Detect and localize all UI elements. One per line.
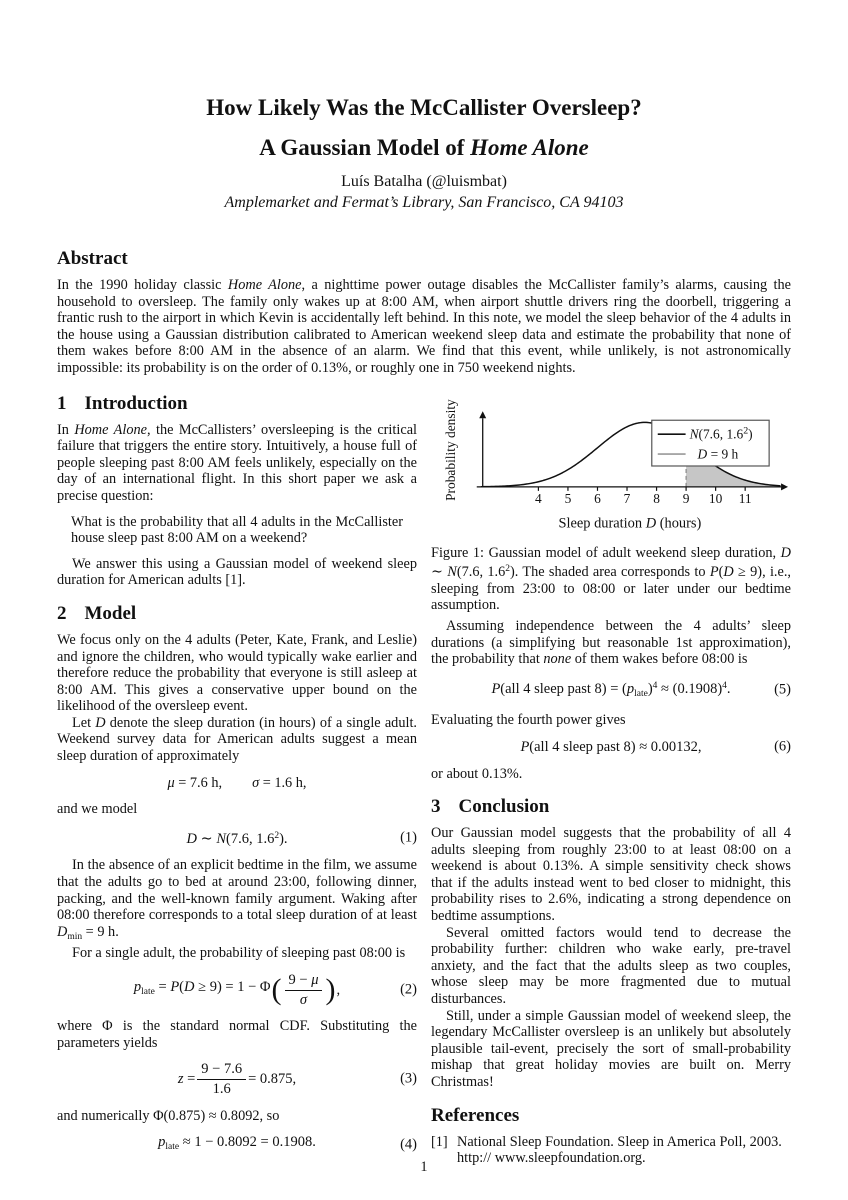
equation-2: $p_{late} = P(D \ge 9) = 1 - \Phi$ ( $\frac{9 - \mu}{\sigma}$ ) , (2) [133,972,417,1008]
equation-6: P(all 4 sleep past 8) ≈ 0.00132, (6) [520,738,791,755]
reference-url[interactable]: http:// www.sleepfoundation.org. [457,1150,646,1167]
results-paragraph-assume: Assuming independence between the 4 adults’ sleep durations (a simplifying but reasonable 1st approximation), the probability that none of them wakes before 08:00 is [431,617,791,668]
x-axis-ticks [535,486,752,505]
equation-number: (1) [400,829,417,846]
section-title: Model [84,602,137,624]
conclusion-paragraph-2: Several omitted factors would tend to decrease the probability further: children who wake early, pre-travel anxiety, and the fact that the adults sleep as two couples, whose sleep may be more fragmented due to mutual disturbances. [431,924,791,1008]
sleep-duration-chart [431,392,794,537]
equation-number: (4) [400,1136,417,1153]
section-2-heading [57,602,417,625]
svg-text:6: 6 [594,490,601,506]
conclusion-paragraph-3: Still, under a simple Gaussian model of weekend sleep, the legendary McCallister oversleep is an unlikely but absolutely plausible tail-event, precisely the sort of small-probability mishap that great holiday movies are built on. Merry Christmas! [431,1007,791,1090]
svg-text:8: 8 [653,490,660,506]
right-column [431,390,791,1167]
display-mu-sigma: μ = 7.6 h, σ = 1.6 h, [167,774,307,791]
svg-text:11: 11 [738,490,752,506]
figure-caption: Figure 1: Gaussian model of adult weekend sleep duration, D ∼ N(7.6, $1.6^2$). The shaded area corresponds to P(D ≥ 9), i.e., sleeping from 23:00 to 08:00 or later under our bedtime assumption. [431,544,791,614]
paper-title-line2: A Gaussian Model of Home Alone [259,135,589,160]
model-paragraph-numerically: and numerically Φ(0.875) ≈ 0.8092, so [57,1107,280,1124]
chart-legend [652,420,769,466]
svg-text:5: 5 [564,490,572,506]
section-title: Introduction [84,392,188,414]
intro-paragraph-1: In Home Alone, the McCallisters’ oversleeping is the critical failure that triggers the entire story. Intuitively, a house full of people sleeping past 8:00 AM feels unlikely, especially on the day of an international flight. In this short paper we ask a precise question: [57,421,418,504]
section-number: 1 [57,392,67,414]
section-number: 3 [431,796,441,818]
legend-label-threshold: D = 9 h [697,446,739,462]
model-paragraph-3: In the absence of an explicit bedtime in the film, we assume that the adults go to bed at around 23:00, following dinner, packing, and the well-known family argument. Waking after 08:00 therefore corresponds to a total sleep duration of at least $D_{min} = 9$ h. [57,857,417,942]
conclusion-paragraph-1: Our Gaussian model suggests that the probability of all 4 adults sleeping from roughly 23:00 to at least 08:00 on a weekend is about 0.13%. A simple sensitivity check shows that if the adults instead went to bed closer to midnight, this probability rises to 2.6%, indicating a strong dependence on bedtime assumptions. [431,825,791,925]
model-paragraph-and-we-model: and we model [57,801,138,818]
x-axis-label: Sleep duration D (hours) [558,515,702,532]
paper-title-line1: How Likely Was the McCallister Oversleep? [206,95,642,120]
equation-3: z = $\frac{9 - 7.6}{1.6}$ = 0.875, (3) [177,1061,417,1097]
affiliation: Amplemarket and Fermat’s Library, San Francisco, CA 94103 [224,194,624,211]
results-paragraph-orabout: or about 0.13%. [431,765,523,782]
svg-text:9: 9 [682,490,690,506]
equation-5: P(all 4 sleep past $8) = (p_{late})^4 \approx (0.1908)^4$. (5) [491,680,791,699]
model-paragraph-2: Let D denote the sleep duration (in hours) of a single adult. Weekend survey data for American adults suggest a mean sleep duration of approximately [57,714,417,765]
svg-text:4: 4 [535,490,542,506]
section-title: References [431,1104,520,1126]
legend-label-normal: N(7.6, $1.6^2$) [689,425,753,442]
equation-number: (2) [400,981,417,998]
model-paragraph-where: where Φ is the standard normal CDF. Substituting the parameters yields [57,1018,417,1051]
equation-1: D ∼ N(7.6, $1.6^2$). (1) [186,829,417,847]
research-question-quote: What is the probability that all 4 adults in the McCallister house sleep past 8:00 AM on a weekend? [71,513,403,547]
abstract-body: In the 1990 holiday classic Home Alone, a nighttime power outage disables the McCallister family’s alarms, causing the household to oversleep. The family only wakes up at 8:00 AM, when airport shuttle drivers ring the doorbell, triggering a frantic rush to the airport in which Kevin is accidentally left behind. In this note, we model the sleep behavior of the 4 adults in the house using a Gaussian distribution calibrated to American weekend sleep data and estimate the probability that none of them wakes before 8:00 AM in the absence of an alarm. We find that this event, while unlikely, is not astronomically impossible: its probability is on the order of 0.13%, or roughly one in 750 weekend nights. [57,277,791,376]
section-title: Conclusion [458,796,550,818]
section-1-heading [57,392,417,415]
svg-text:7: 7 [623,490,631,506]
svg-text:10: 10 [708,490,723,506]
results-paragraph-evaluating: Evaluating the fourth power gives [431,712,626,729]
equation-number: (3) [400,1071,417,1088]
y-axis-label: Probability density [442,398,458,501]
model-paragraph-1: We focus only on the 4 adults (Peter, Kate, Frank, and Leslie) and ignore the children, who would typically wake earlier and therefore reduce the probability that everyone is still asleep at 8:00 AM. This gives a conservative upper bound on the likelihood of the oversleep event. [57,631,417,715]
author: Luís Batalha (@luismbat) [341,173,507,190]
left-column [57,390,417,1167]
figure-1 [431,392,791,614]
left-paren: ( [271,973,282,1007]
equation-number: (6) [774,738,791,755]
abstract-heading: Abstract [57,248,128,269]
reference-marker: [1] [431,1133,448,1150]
equation-4: $p_{late} \approx 1 - 0.8092 = 0.1908$. (4) [158,1134,417,1153]
reference-text: National Sleep Foundation. Sleep in America Poll, 2003. [457,1133,782,1150]
model-paragraph-4: For a single adult, the probability of sleeping past 08:00 is [72,945,406,962]
paper-title [57,0,791,168]
equation-number: (5) [774,681,791,698]
references-heading [431,1104,791,1127]
intro-paragraph-2: We answer this using a Gaussian model of weekend sleep duration for American adults [1]. [57,555,417,589]
section-3-heading [431,795,791,818]
right-paren: ) [325,973,336,1007]
section-number: 2 [57,602,67,624]
page-number: 1 [420,1159,428,1175]
